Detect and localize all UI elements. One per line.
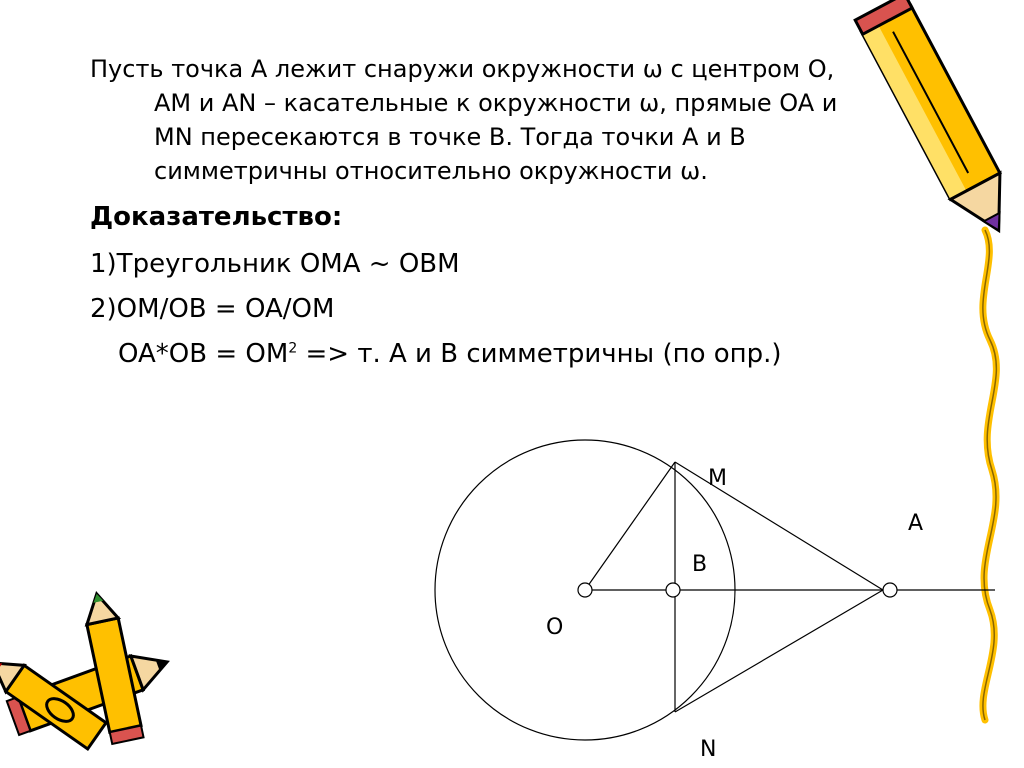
statement-line-3: MN пересекаются в точке B. Тогда точки A и B bbox=[154, 123, 746, 151]
label-n: N bbox=[700, 737, 717, 762]
label-a: A bbox=[908, 511, 924, 536]
proof-step-3-superscript: 2 bbox=[288, 340, 298, 357]
problem-statement bbox=[90, 52, 910, 188]
label-b: B bbox=[692, 552, 708, 577]
proof-step-3 bbox=[118, 337, 782, 371]
statement-line-4: симметричны относительно окружности ω. bbox=[154, 157, 708, 185]
proof-step-3-after: => т. A и B симметричны (по опр.) bbox=[297, 339, 782, 369]
statement-line-2: AM и AN – касательные к окружности ω, прямые OA и bbox=[154, 89, 838, 117]
proof-title: Доказательство: bbox=[90, 202, 343, 232]
point-b bbox=[666, 583, 680, 597]
label-m: M bbox=[708, 466, 727, 491]
tangent-an bbox=[675, 590, 883, 712]
statement-line-1: Пусть точка A лежит снаружи окружности ω с центром O, bbox=[90, 55, 835, 83]
point-a bbox=[883, 583, 897, 597]
squiggle-line bbox=[983, 230, 997, 720]
proof-step-3-before: OA*OB = OM bbox=[118, 339, 289, 369]
segment-om bbox=[585, 462, 675, 590]
proof-step-2: 2)OM/OB = OA/OM bbox=[90, 294, 335, 324]
proof-step-1: 1)Треугольник OMA ~ OBM bbox=[90, 249, 460, 279]
point-o bbox=[578, 583, 592, 597]
label-o: O bbox=[546, 615, 564, 640]
